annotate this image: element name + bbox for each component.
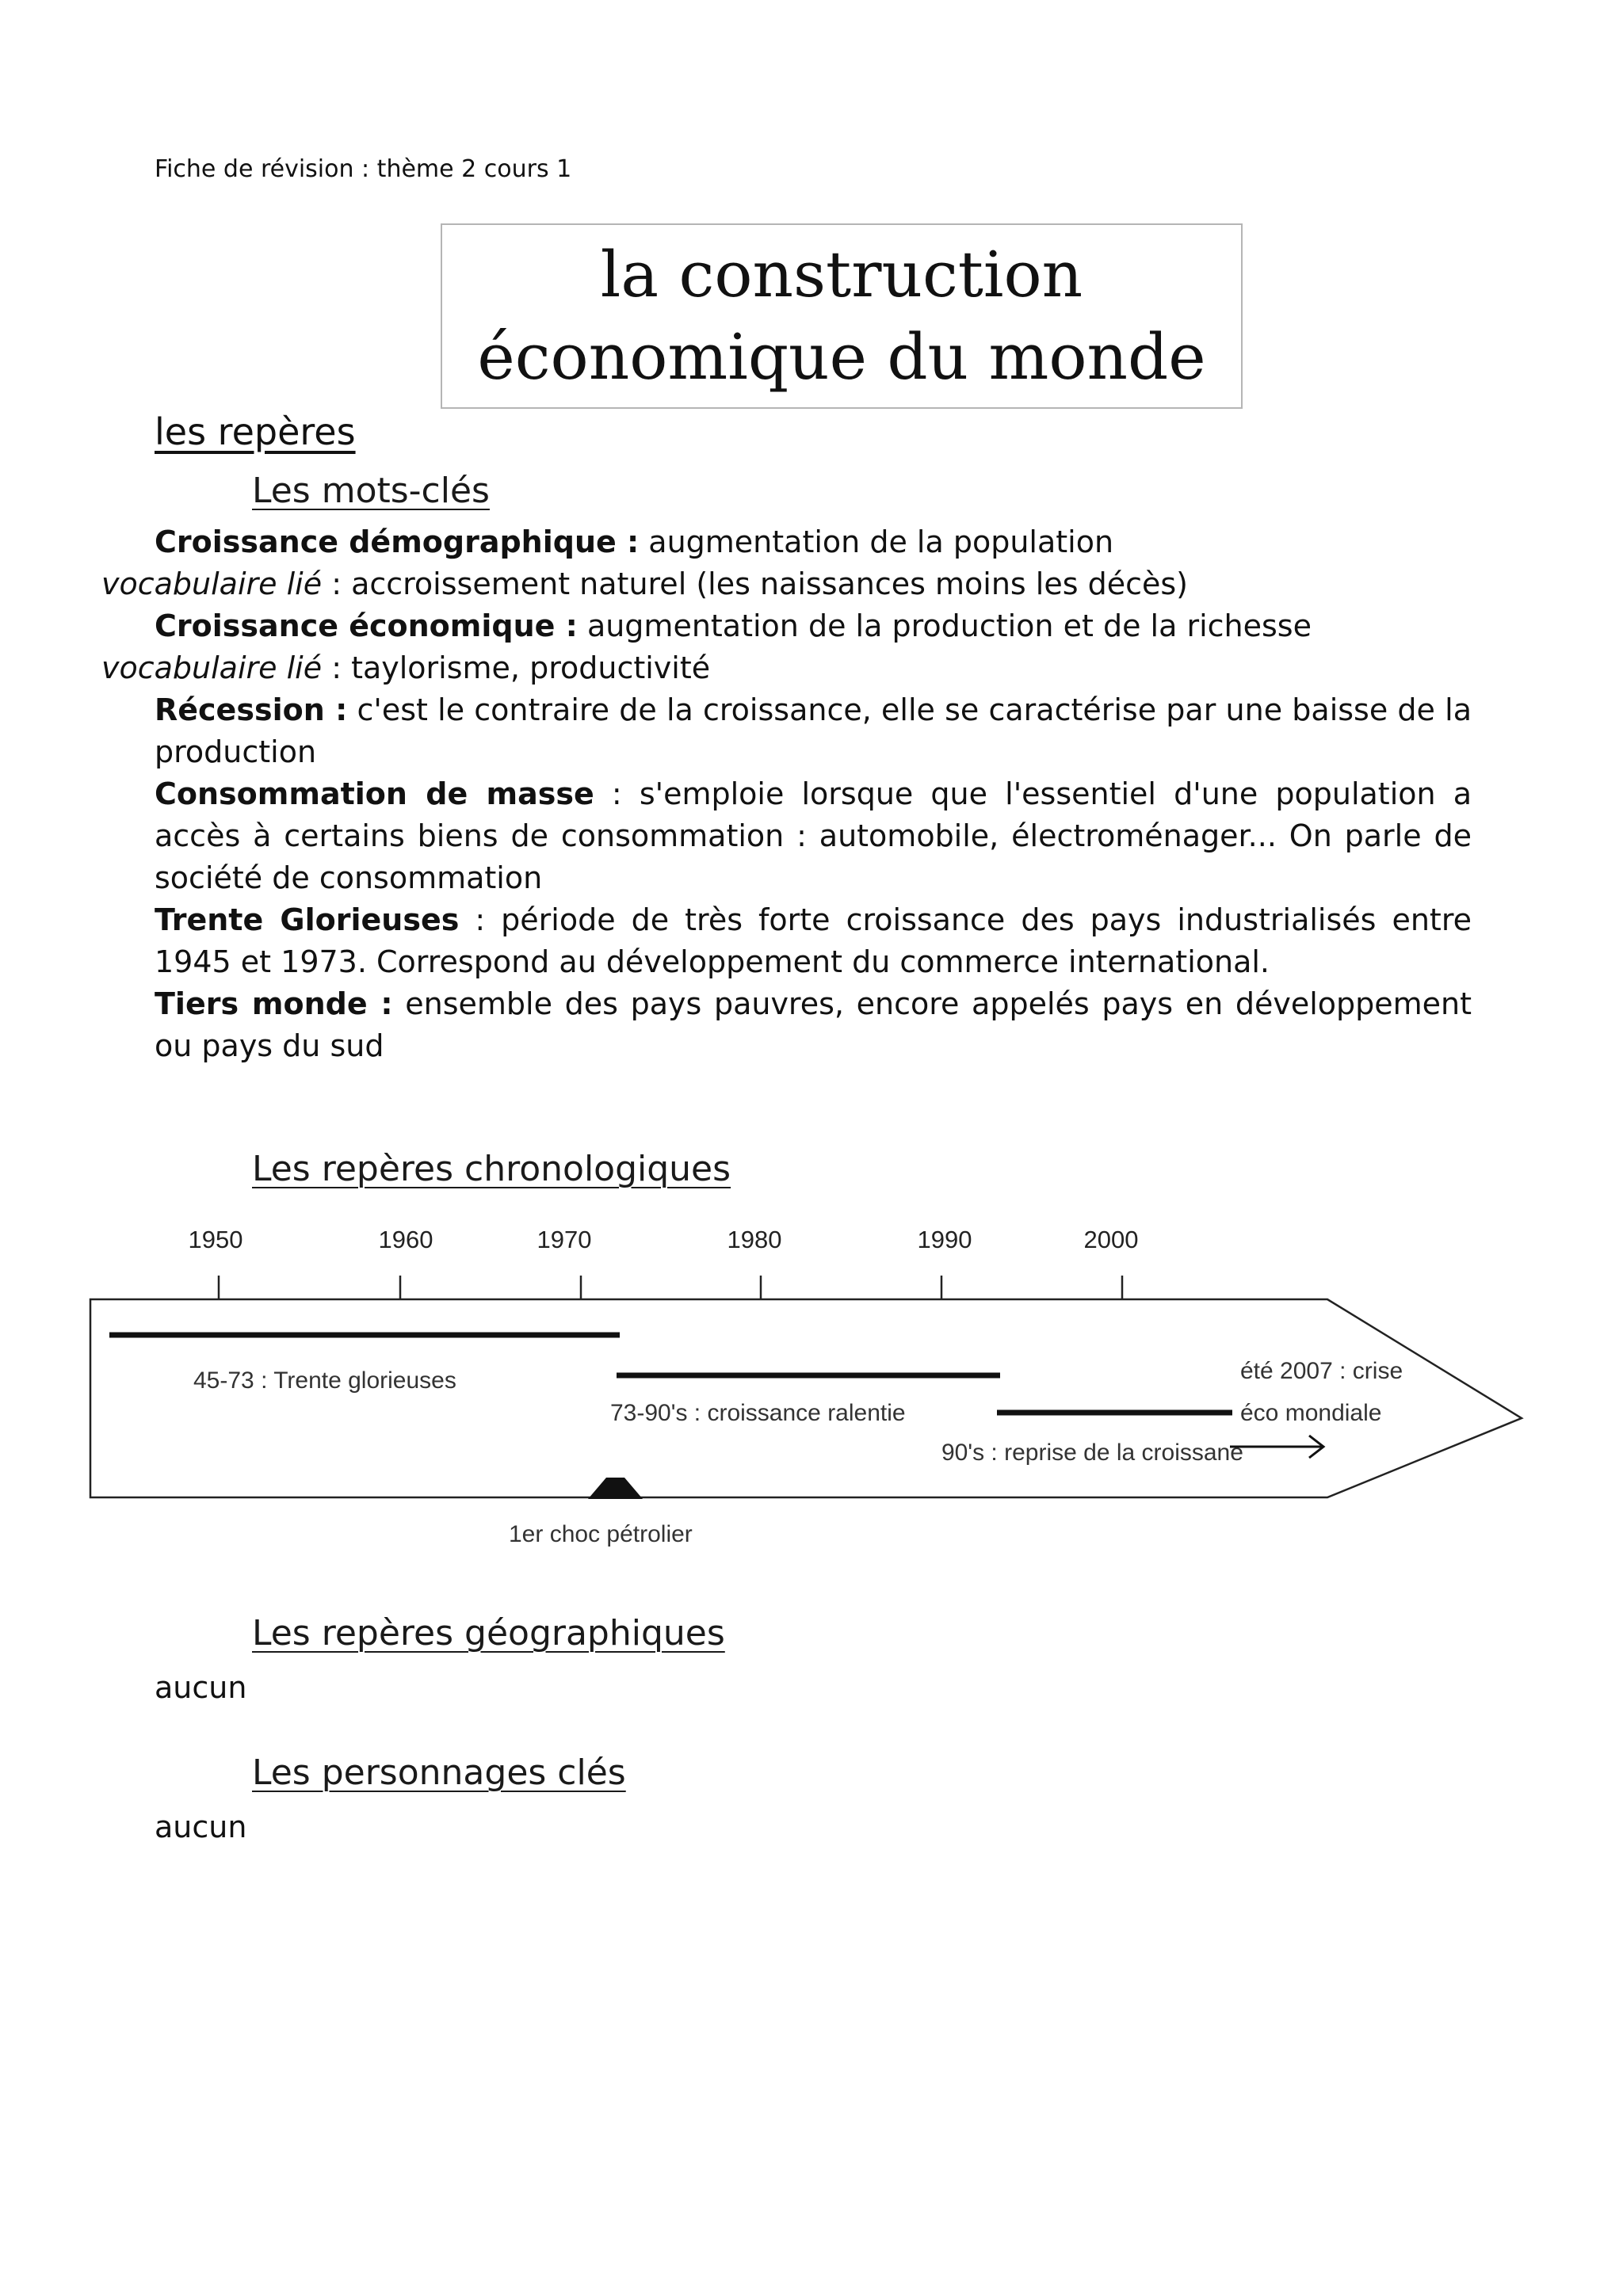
definition-recession [155,689,1472,773]
year-1950: 1950 [188,1226,243,1253]
timeline [0,1212,1623,1569]
definition: ensemble des pays pauvres, encore appelés pays en développement ou pays du sud [155,986,1472,1063]
definition: augmentation de la population [639,524,1114,559]
definition: : période de très forte croissance des pays industrialisés entre 1945 et 1973. Correspond au développement du commerce international. [155,902,1472,979]
geography-heading: Les repères géographiques [252,1613,725,1653]
definition-consommation-de-masse [155,773,1472,899]
term: Trente Glorieuses [155,902,460,937]
people-heading: Les personnages clés [252,1753,626,1793]
definition: augmentation de la production et de la richesse [577,608,1312,643]
period-trente-label: 45-73 : Trente glorieuses [193,1367,456,1394]
year-2000: 2000 [1083,1226,1139,1253]
vocab-line-1 [101,563,1188,605]
definition: : s'emploie lorsque que l'essentiel d'une population a accès à certains biens de consommation : automobile, électroménager... On parle de société de consommation [155,776,1472,895]
vocab-text: : taylorisme, productivité [322,650,711,685]
title-line-1: la construction [600,238,1083,311]
definition-croissance-demographique [155,521,1472,563]
term: Tiers monde : [155,986,393,1021]
title-box [441,223,1243,409]
year-1960: 1960 [378,1226,433,1253]
definition-trente-glorieuses [155,899,1472,983]
period-reprise-label: 90's : reprise de la croissane [941,1440,1243,1466]
crisis-label-line-2: éco mondiale [1240,1400,1382,1426]
year-1980: 1980 [727,1226,782,1253]
timeline-arrow [90,1299,1522,1497]
definition: c'est le contraire de la croissance, elle se caractérise par une baisse de la production [155,692,1472,769]
year-1970: 1970 [537,1226,592,1253]
chronology-heading: Les repères chronologiques [252,1149,731,1189]
vocab-label: vocabulaire lié [101,566,323,601]
crisis-label-line-1: été 2007 : crise [1240,1358,1403,1384]
vocab-label: vocabulaire lié [101,650,323,685]
event-marker-icon [588,1478,643,1499]
title-line-2: économique du monde [477,320,1206,394]
header-note: Fiche de révision : thème 2 cours 1 [155,155,572,183]
definition-croissance-economique [155,605,1472,647]
term: Croissance économique : [155,608,578,643]
people-content: aucun [155,1810,247,1844]
vocab-line-2 [101,647,710,689]
section-title: les repères [155,410,356,453]
keywords-heading: Les mots-clés [252,471,490,511]
geography-content: aucun [155,1670,247,1705]
event-label: 1er choc pétrolier [509,1521,693,1547]
vocab-text: : accroissement naturel (les naissances moins les décès) [322,566,1188,601]
small-arrow-icon [1230,1436,1323,1458]
year-1990: 1990 [917,1226,972,1253]
period-ralentie-label: 73-90's : croissance ralentie [610,1400,906,1426]
term: Récession : [155,692,348,727]
term: Consommation de masse [155,776,594,811]
definition-tiers-monde [155,983,1472,1067]
term: Croissance démographique : [155,524,640,559]
